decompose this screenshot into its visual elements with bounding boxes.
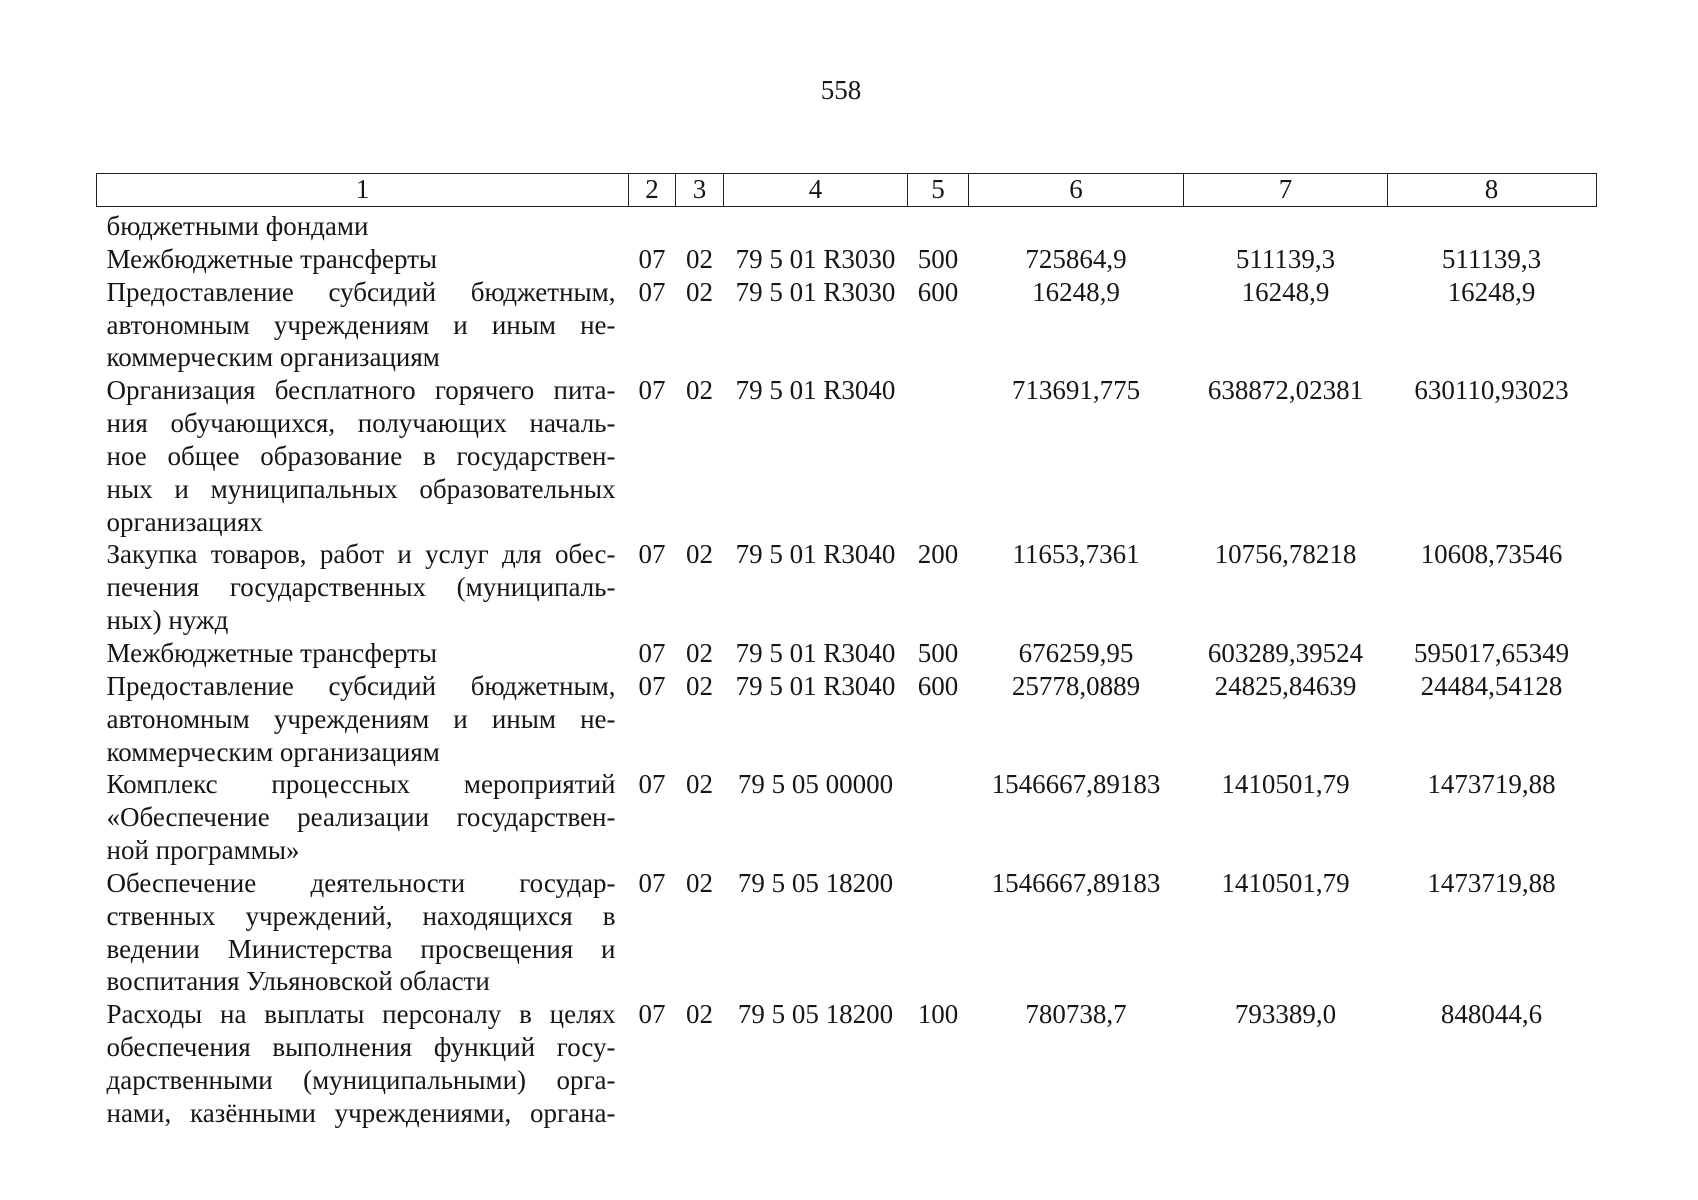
cell-col3: 02 xyxy=(686,999,713,1030)
description-line: бюджетными фондами xyxy=(106,211,369,241)
table-row xyxy=(98,670,1596,769)
description-line: Предоставление субсидий бюджетным, xyxy=(106,670,616,701)
description-line: ведении Министерства просвещения и xyxy=(106,933,616,964)
cell-col6: 25778,0889 xyxy=(1011,670,1141,701)
header-cell-7: 7 xyxy=(1183,174,1387,206)
cell-col2: 07 xyxy=(638,637,666,668)
cell-col7 xyxy=(1184,210,1388,243)
cell-col7: 511139,3 xyxy=(1235,243,1336,274)
cell-col3: 02 xyxy=(686,276,713,307)
cell-col5: 500 xyxy=(917,637,959,668)
cell-col3: 02 xyxy=(686,867,713,898)
row-description xyxy=(98,374,629,538)
cell-col8: 630110,93023 xyxy=(1414,375,1569,406)
cell-col6: 1546667,89183 xyxy=(991,867,1161,898)
cell-col7: 24825,84639 xyxy=(1214,670,1357,701)
cell-col8: 24484,54128 xyxy=(1420,670,1563,701)
cell-col4: 79 5 01 R3040 xyxy=(735,539,896,570)
header-cell-6: 6 xyxy=(968,174,1183,206)
cell-col5: 500 xyxy=(917,243,959,274)
table-row xyxy=(98,867,1596,998)
row-description xyxy=(98,210,629,243)
cell-col8: 595017,65349 xyxy=(1413,637,1570,668)
cell-col2 xyxy=(629,210,676,243)
description-line: дарственными (муниципальными) орга- xyxy=(106,1064,616,1095)
cell-col6: 713691,775 xyxy=(1011,375,1141,406)
description-line: Организация бесплатного горячего пита- xyxy=(106,375,616,406)
cell-col6: 16248,9 xyxy=(1032,276,1120,307)
cell-col5 xyxy=(908,374,969,538)
description-line: печения государственных (муниципаль- xyxy=(106,572,616,603)
cell-col8: 1473719,88 xyxy=(1427,867,1556,898)
cell-col5: 200 xyxy=(917,539,959,570)
cell-col3: 02 xyxy=(686,243,713,274)
cell-col2: 07 xyxy=(638,539,666,570)
cell-col8: 848044,6 xyxy=(1440,999,1543,1030)
page-number: 558 xyxy=(820,75,862,105)
cell-col6: 725864,9 xyxy=(1025,243,1127,274)
cell-col7: 793389,0 xyxy=(1234,999,1337,1030)
cell-col7: 10756,78218 xyxy=(1214,539,1357,570)
cell-col8: 10608,73546 xyxy=(1420,539,1563,570)
description-line: Расходы на выплаты персоналу в целях xyxy=(106,999,616,1030)
cell-col4: 79 5 01 R3040 xyxy=(735,637,896,668)
table-row xyxy=(98,243,1596,276)
cell-col7: 16248,9 xyxy=(1241,276,1330,307)
cell-col2: 07 xyxy=(638,670,666,701)
cell-col3: 02 xyxy=(686,539,713,570)
description-line: коммерческим организациям xyxy=(106,342,440,373)
cell-col7: 1410501,79 xyxy=(1221,867,1350,898)
cell-col6: 780738,7 xyxy=(1025,999,1127,1030)
header-cell-2: 2 xyxy=(628,174,675,206)
header-cell-1: 1 xyxy=(355,174,370,204)
description-line: Закупка товаров, работ и услуг для обес- xyxy=(106,539,616,570)
row-description xyxy=(98,538,629,637)
header-cell-5: 5 xyxy=(907,174,968,206)
description-line: ных и муниципальных образовательных xyxy=(106,473,616,504)
table-row xyxy=(98,374,1596,538)
cell-col5 xyxy=(908,210,969,243)
row-description xyxy=(98,768,629,867)
row-description xyxy=(98,867,629,998)
cell-col3: 02 xyxy=(686,375,713,406)
cell-col7: 603289,39524 xyxy=(1207,637,1364,668)
cell-col6: 676259,95 xyxy=(1018,637,1134,668)
row-description xyxy=(98,670,629,769)
cell-col3 xyxy=(676,210,724,243)
cell-col8: 16248,9 xyxy=(1447,276,1536,307)
budget-table xyxy=(96,173,1597,1130)
table-row xyxy=(98,276,1596,375)
cell-col6: 1546667,89183 xyxy=(991,769,1161,800)
cell-col5 xyxy=(908,768,969,867)
cell-col8 xyxy=(1388,210,1596,243)
description-line: Обеспечение деятельности государ- xyxy=(106,867,616,898)
cell-col4: 79 5 05 00000 xyxy=(737,769,894,800)
table-row xyxy=(98,538,1596,637)
description-line: автономным учреждениям и иным не- xyxy=(106,703,616,734)
cell-col7: 638872,02381 xyxy=(1207,375,1364,406)
cell-col2: 07 xyxy=(638,769,666,800)
cell-col2: 07 xyxy=(638,276,666,307)
table-row xyxy=(98,210,1596,243)
table-row xyxy=(98,637,1596,670)
description-line: организациях xyxy=(106,506,263,537)
row-description xyxy=(98,243,629,276)
description-line: ния обучающихся, получающих началь- xyxy=(106,408,616,439)
description-line: ной программы» xyxy=(106,835,300,866)
cell-col4: 79 5 01 R3040 xyxy=(735,375,896,406)
description-line: воспитания Ульяновской области xyxy=(106,966,490,997)
description-line: обеспечения выполнения функций госу- xyxy=(106,1032,616,1063)
cell-col5: 100 xyxy=(917,999,959,1030)
description-line: коммерческим организациям xyxy=(106,736,440,767)
table-header xyxy=(96,173,1597,207)
description-line: Предоставление субсидий бюджетным, xyxy=(106,276,616,307)
description-line: ственных учреждений, находящихся в xyxy=(106,900,616,931)
cell-col5: 600 xyxy=(917,276,959,307)
table-row xyxy=(98,998,1596,1129)
header-cell-3: 3 xyxy=(675,174,723,206)
cell-col4: 79 5 05 18200 xyxy=(737,867,894,898)
header-cell-4: 4 xyxy=(723,174,907,206)
description-line: «Обеспечение реализации государствен- xyxy=(106,802,616,833)
description-line: Межбюджетные трансферты xyxy=(106,243,438,274)
description-line: нами, казёнными учреждениями, органа- xyxy=(106,1097,616,1128)
cell-col4 xyxy=(724,210,908,243)
table-row xyxy=(98,768,1596,867)
cell-col4: 79 5 05 18200 xyxy=(737,999,894,1030)
cell-col6 xyxy=(969,210,1184,243)
cell-col4: 79 5 01 R3030 xyxy=(735,276,896,307)
cell-col7: 1410501,79 xyxy=(1221,769,1350,800)
description-line: ное общее образование в государствен- xyxy=(106,440,616,471)
row-description xyxy=(98,276,629,375)
table-body xyxy=(98,207,1596,1130)
cell-col2: 07 xyxy=(638,867,666,898)
cell-col5 xyxy=(908,867,969,998)
cell-col2: 07 xyxy=(638,243,666,274)
cell-col2: 07 xyxy=(638,999,666,1030)
description-line: Комплекс процессных мероприятий xyxy=(106,769,616,800)
description-line: Межбюджетные трансферты xyxy=(106,637,438,668)
cell-col8: 1473719,88 xyxy=(1427,769,1556,800)
cell-col8: 511139,3 xyxy=(1441,243,1542,274)
row-description xyxy=(98,998,629,1129)
cell-col4: 79 5 01 R3040 xyxy=(735,670,896,701)
cell-col5: 600 xyxy=(917,670,959,701)
cell-col3: 02 xyxy=(686,670,713,701)
cell-col4: 79 5 01 R3030 xyxy=(735,243,896,274)
cell-col3: 02 xyxy=(686,769,713,800)
cell-col3: 02 xyxy=(686,637,713,668)
cell-col6: 11653,7361 xyxy=(1012,539,1140,570)
description-line: ных) нужд xyxy=(106,605,229,636)
row-description xyxy=(98,637,629,670)
header-cell-8: 8 xyxy=(1387,174,1595,206)
description-line: автономным учреждениям и иным не- xyxy=(106,309,616,340)
cell-col2: 07 xyxy=(638,375,666,406)
